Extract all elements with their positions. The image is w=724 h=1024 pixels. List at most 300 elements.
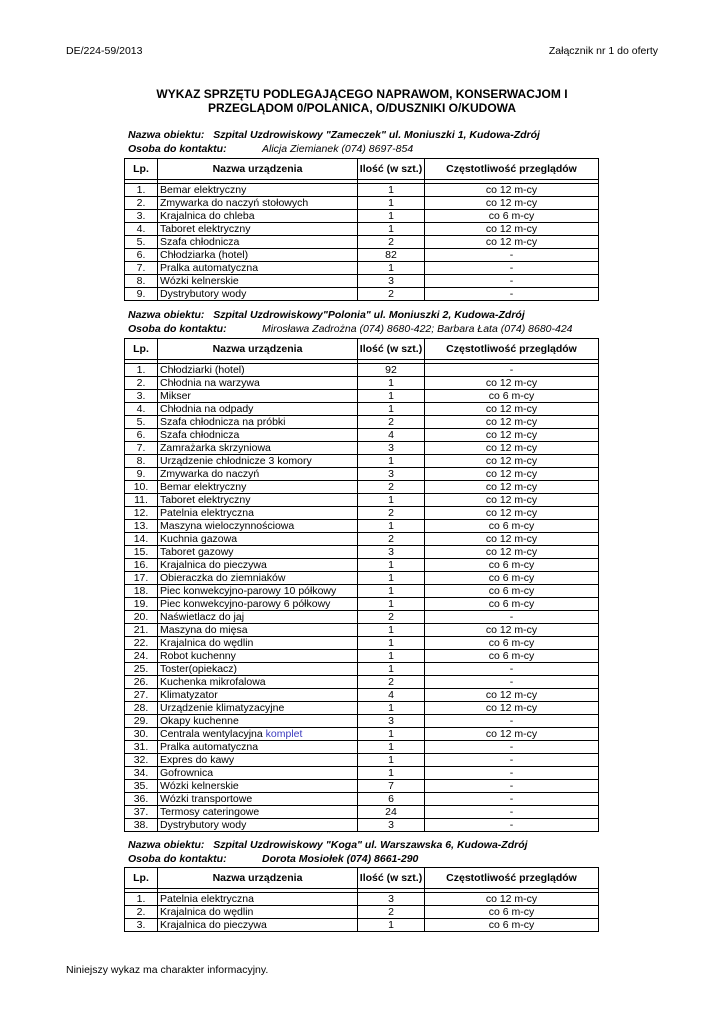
row-freq: co 12 m-cy bbox=[425, 455, 599, 468]
row-qty: 3 bbox=[358, 468, 425, 481]
table-row bbox=[125, 893, 599, 906]
table-row bbox=[125, 663, 599, 676]
row-freq: co 12 m-cy bbox=[425, 893, 599, 906]
row-freq: co 12 m-cy bbox=[425, 494, 599, 507]
table-row bbox=[125, 288, 599, 301]
col-name: Nazwa urządzenia bbox=[158, 868, 358, 889]
row-name bbox=[158, 806, 358, 819]
row-freq: - bbox=[425, 741, 599, 754]
row-qty: 1 bbox=[358, 223, 425, 236]
row-freq: co 6 m-cy bbox=[425, 559, 599, 572]
row-freq: co 12 m-cy bbox=[425, 429, 599, 442]
row-lp: 3. bbox=[125, 919, 158, 932]
row-freq: co 6 m-cy bbox=[425, 572, 599, 585]
row-lp: 38. bbox=[125, 819, 158, 832]
device-name: Szafa chłodnicza na próbki bbox=[160, 416, 286, 428]
row-freq: co 6 m-cy bbox=[425, 598, 599, 611]
row-freq: co 12 m-cy bbox=[425, 442, 599, 455]
table-row bbox=[125, 364, 599, 377]
row-freq: - bbox=[425, 262, 599, 275]
row-freq: co 12 m-cy bbox=[425, 197, 599, 210]
row-lp: 3. bbox=[125, 390, 158, 403]
row-freq: co 6 m-cy bbox=[425, 585, 599, 598]
row-lp: 1. bbox=[125, 893, 158, 906]
device-name: Krajalnica do wędlin bbox=[160, 637, 254, 649]
device-name: Obieraczka do ziemniaków bbox=[160, 572, 286, 584]
row-qty: 7 bbox=[358, 780, 425, 793]
row-name bbox=[158, 637, 358, 650]
row-name bbox=[158, 893, 358, 906]
row-qty: 1 bbox=[358, 624, 425, 637]
row-qty: 1 bbox=[358, 637, 425, 650]
row-qty: 1 bbox=[358, 390, 425, 403]
row-qty: 4 bbox=[358, 689, 425, 702]
row-lp: 3. bbox=[125, 210, 158, 223]
row-name bbox=[158, 728, 358, 741]
device-name: Zamrażarka skrzyniowa bbox=[160, 442, 271, 454]
table-row bbox=[125, 275, 599, 288]
row-lp: 15. bbox=[125, 546, 158, 559]
row-freq: co 12 m-cy bbox=[425, 184, 599, 197]
attachment-label: Załącznik nr 1 do oferty bbox=[548, 45, 658, 57]
row-name bbox=[158, 288, 358, 301]
table-row bbox=[125, 520, 599, 533]
table-row bbox=[125, 715, 599, 728]
table-row bbox=[125, 611, 599, 624]
row-name bbox=[158, 481, 358, 494]
row-lp: 13. bbox=[125, 520, 158, 533]
row-qty: 1 bbox=[358, 663, 425, 676]
device-name: Robot kuchenny bbox=[160, 650, 236, 662]
table-header bbox=[125, 339, 599, 360]
table-row bbox=[125, 184, 599, 197]
row-lp: 9. bbox=[125, 288, 158, 301]
row-name bbox=[158, 611, 358, 624]
object-name: Szpital Uzdrowiskowy "Zameczek" ul. Moniuszki 1, Kudowa-Zdrój bbox=[213, 129, 540, 141]
row-freq: - bbox=[425, 754, 599, 767]
row-qty: 3 bbox=[358, 275, 425, 288]
row-name bbox=[158, 741, 358, 754]
row-name bbox=[158, 520, 358, 533]
row-qty: 1 bbox=[358, 197, 425, 210]
row-name bbox=[158, 572, 358, 585]
row-qty: 92 bbox=[358, 364, 425, 377]
row-qty: 1 bbox=[358, 598, 425, 611]
device-name: Pralka automatyczna bbox=[160, 262, 259, 274]
device-name: Maszyna do mięsa bbox=[160, 624, 248, 636]
device-name: Urządzenie klimatyzacyjne bbox=[160, 702, 285, 714]
row-lp: 5. bbox=[125, 416, 158, 429]
row-name bbox=[158, 533, 358, 546]
row-lp: 19. bbox=[125, 598, 158, 611]
row-qty: 2 bbox=[358, 288, 425, 301]
col-lp: Lp. bbox=[125, 868, 158, 889]
device-name: Taboret gazowy bbox=[160, 546, 234, 558]
row-freq: - bbox=[425, 663, 599, 676]
row-name bbox=[158, 689, 358, 702]
row-qty: 2 bbox=[358, 611, 425, 624]
row-name bbox=[158, 663, 358, 676]
row-name bbox=[158, 416, 358, 429]
row-lp: 10. bbox=[125, 481, 158, 494]
row-name bbox=[158, 650, 358, 663]
row-name bbox=[158, 236, 358, 249]
table-row bbox=[125, 754, 599, 767]
row-freq: - bbox=[425, 364, 599, 377]
row-freq: co 12 m-cy bbox=[425, 728, 599, 741]
table-row bbox=[125, 507, 599, 520]
device-name: Wózki kelnerskie bbox=[160, 780, 239, 792]
device-name: Maszyna wieloczynnościowa bbox=[160, 520, 295, 532]
device-name: Centrala wentylacyjna bbox=[160, 728, 263, 740]
table-row bbox=[125, 906, 599, 919]
row-lp: 37. bbox=[125, 806, 158, 819]
row-freq: co 6 m-cy bbox=[425, 210, 599, 223]
device-name: Taboret elektryczny bbox=[160, 223, 251, 235]
row-lp: 36. bbox=[125, 793, 158, 806]
row-qty: 2 bbox=[358, 481, 425, 494]
row-freq: co 6 m-cy bbox=[425, 906, 599, 919]
device-name: Mikser bbox=[160, 390, 191, 402]
document-reference: DE/224-59/2013 bbox=[66, 45, 143, 57]
col-qty: Ilość (w szt.) bbox=[358, 868, 425, 889]
section-2-object bbox=[128, 309, 525, 321]
row-lp: 6. bbox=[125, 429, 158, 442]
row-lp: 7. bbox=[125, 262, 158, 275]
row-name bbox=[158, 624, 358, 637]
row-freq: - bbox=[425, 275, 599, 288]
row-qty: 1 bbox=[358, 572, 425, 585]
object-name: Szpital Uzdrowiskowy"Polonia" ul. Moniuszki 2, Kudowa-Zdrój bbox=[213, 309, 525, 321]
row-name bbox=[158, 249, 358, 262]
row-name bbox=[158, 819, 358, 832]
row-lp: 4. bbox=[125, 223, 158, 236]
table-row bbox=[125, 741, 599, 754]
row-lp: 24. bbox=[125, 650, 158, 663]
row-qty: 3 bbox=[358, 819, 425, 832]
row-name bbox=[158, 442, 358, 455]
device-name: Okapy kuchenne bbox=[160, 715, 239, 727]
table-row bbox=[125, 650, 599, 663]
row-lp: 1. bbox=[125, 184, 158, 197]
section-1-object bbox=[128, 129, 540, 141]
row-freq: - bbox=[425, 806, 599, 819]
contact-person: Dorota Mosiołek (074) 8661-290 bbox=[262, 853, 419, 865]
row-lp: 17. bbox=[125, 572, 158, 585]
row-qty: 1 bbox=[358, 650, 425, 663]
table-row bbox=[125, 442, 599, 455]
row-lp: 2. bbox=[125, 197, 158, 210]
section-1-contact bbox=[128, 143, 414, 155]
table-row bbox=[125, 919, 599, 932]
device-name: Bemar elektryczny bbox=[160, 184, 247, 196]
device-name: Dystrybutory wody bbox=[160, 819, 247, 831]
row-freq: co 6 m-cy bbox=[425, 637, 599, 650]
device-name: Patelnia elektryczna bbox=[160, 507, 254, 519]
row-freq: co 6 m-cy bbox=[425, 919, 599, 932]
row-lp: 14. bbox=[125, 533, 158, 546]
table-row bbox=[125, 702, 599, 715]
row-freq: - bbox=[425, 793, 599, 806]
row-lp: 30. bbox=[125, 728, 158, 741]
row-freq: - bbox=[425, 819, 599, 832]
row-qty: 3 bbox=[358, 546, 425, 559]
row-name bbox=[158, 210, 358, 223]
row-name bbox=[158, 546, 358, 559]
row-freq: co 6 m-cy bbox=[425, 650, 599, 663]
device-name: Chłodziarki (hotel) bbox=[160, 364, 245, 376]
row-name bbox=[158, 390, 358, 403]
row-lp: 1. bbox=[125, 364, 158, 377]
col-qty: Ilość (w szt.) bbox=[358, 339, 425, 360]
contact-label: Osoba do kontaktu: bbox=[128, 853, 227, 865]
row-freq: co 12 m-cy bbox=[425, 377, 599, 390]
device-name: Chłodnia na odpady bbox=[160, 403, 254, 415]
row-lp: 16. bbox=[125, 559, 158, 572]
row-qty: 1 bbox=[358, 494, 425, 507]
row-qty: 1 bbox=[358, 184, 425, 197]
row-name bbox=[158, 906, 358, 919]
row-qty: 3 bbox=[358, 442, 425, 455]
device-name: Dystrybutory wody bbox=[160, 288, 247, 300]
equipment-table-3 bbox=[124, 867, 599, 932]
row-qty: 2 bbox=[358, 236, 425, 249]
table-row bbox=[125, 481, 599, 494]
row-freq: co 12 m-cy bbox=[425, 624, 599, 637]
device-name: Krajalnica do pieczywa bbox=[160, 919, 267, 931]
contact-label: Osoba do kontaktu: bbox=[128, 323, 227, 335]
row-freq: - bbox=[425, 767, 599, 780]
device-name: Bemar elektryczny bbox=[160, 481, 247, 493]
row-freq: co 12 m-cy bbox=[425, 403, 599, 416]
row-qty: 82 bbox=[358, 249, 425, 262]
device-name: Krajalnica do pieczywa bbox=[160, 559, 267, 571]
row-qty: 1 bbox=[358, 210, 425, 223]
row-qty: 1 bbox=[358, 702, 425, 715]
table-row bbox=[125, 806, 599, 819]
device-name: Chłodnia na warzywa bbox=[160, 377, 260, 389]
device-name: Patelnia elektryczna bbox=[160, 893, 254, 905]
row-lp: 8. bbox=[125, 455, 158, 468]
row-qty: 2 bbox=[358, 416, 425, 429]
table-row bbox=[125, 210, 599, 223]
row-lp: 35. bbox=[125, 780, 158, 793]
row-lp: 32. bbox=[125, 754, 158, 767]
row-qty: 1 bbox=[358, 377, 425, 390]
table-row bbox=[125, 689, 599, 702]
section-3-object bbox=[128, 839, 528, 851]
contact-label: Osoba do kontaktu: bbox=[128, 143, 227, 155]
col-name: Nazwa urządzenia bbox=[158, 159, 358, 180]
row-freq: co 6 m-cy bbox=[425, 390, 599, 403]
footer-note: Niniejszy wykaz ma charakter informacyjny. bbox=[66, 964, 269, 976]
row-qty: 1 bbox=[358, 754, 425, 767]
device-name: Urządzenie chłodnicze 3 komory bbox=[160, 455, 312, 467]
device-name: Kuchnia gazowa bbox=[160, 533, 238, 545]
row-name bbox=[158, 364, 358, 377]
row-name bbox=[158, 455, 358, 468]
row-qty: 1 bbox=[358, 585, 425, 598]
row-qty: 1 bbox=[358, 520, 425, 533]
page-title bbox=[0, 87, 724, 115]
row-qty: 2 bbox=[358, 676, 425, 689]
table-row bbox=[125, 819, 599, 832]
row-qty: 1 bbox=[358, 262, 425, 275]
row-lp: 34. bbox=[125, 767, 158, 780]
row-name bbox=[158, 262, 358, 275]
table-row bbox=[125, 416, 599, 429]
row-name bbox=[158, 585, 358, 598]
row-qty: 1 bbox=[358, 919, 425, 932]
table-row bbox=[125, 236, 599, 249]
row-lp: 8. bbox=[125, 275, 158, 288]
col-freq: Częstotliwość przeglądów bbox=[425, 868, 599, 889]
row-qty: 6 bbox=[358, 793, 425, 806]
table-row bbox=[125, 249, 599, 262]
row-lp: 28. bbox=[125, 702, 158, 715]
device-name: Naświetlacz do jaj bbox=[160, 611, 245, 623]
row-qty: 4 bbox=[358, 429, 425, 442]
row-freq: co 12 m-cy bbox=[425, 546, 599, 559]
row-lp: 21. bbox=[125, 624, 158, 637]
table-row bbox=[125, 403, 599, 416]
row-freq: co 12 m-cy bbox=[425, 702, 599, 715]
table-row bbox=[125, 197, 599, 210]
row-lp: 6. bbox=[125, 249, 158, 262]
row-freq: - bbox=[425, 715, 599, 728]
row-lp: 31. bbox=[125, 741, 158, 754]
device-name: Pralka automatyczna bbox=[160, 741, 259, 753]
table-header bbox=[125, 159, 599, 180]
row-name bbox=[158, 377, 358, 390]
row-qty: 2 bbox=[358, 906, 425, 919]
table-row bbox=[125, 455, 599, 468]
row-qty: 1 bbox=[358, 559, 425, 572]
device-name: Gofrownica bbox=[160, 767, 214, 779]
row-lp: 2. bbox=[125, 377, 158, 390]
row-freq: - bbox=[425, 676, 599, 689]
row-qty: 3 bbox=[358, 715, 425, 728]
row-name bbox=[158, 715, 358, 728]
device-name: Chłodziarka (hotel) bbox=[160, 249, 249, 261]
row-name bbox=[158, 559, 358, 572]
device-name: Zmywarka do naczyń stołowych bbox=[160, 197, 309, 209]
table-row bbox=[125, 533, 599, 546]
col-name: Nazwa urządzenia bbox=[158, 339, 358, 360]
object-label: Nazwa obiektu: bbox=[128, 129, 205, 141]
row-lp: 18. bbox=[125, 585, 158, 598]
table-row bbox=[125, 494, 599, 507]
table-row bbox=[125, 429, 599, 442]
row-lp: 22. bbox=[125, 637, 158, 650]
device-name: Szafa chłodnicza bbox=[160, 236, 240, 248]
row-lp: 26. bbox=[125, 676, 158, 689]
table-row bbox=[125, 262, 599, 275]
row-name bbox=[158, 494, 358, 507]
device-name: Zmywarka do naczyń bbox=[160, 468, 260, 480]
row-freq: co 12 m-cy bbox=[425, 223, 599, 236]
object-name: Szpital Uzdrowiskowy "Koga" ul. Warszawska 6, Kudowa-Zdrój bbox=[213, 839, 528, 851]
table-row bbox=[125, 728, 599, 741]
row-freq: co 12 m-cy bbox=[425, 468, 599, 481]
row-name bbox=[158, 403, 358, 416]
row-freq: co 12 m-cy bbox=[425, 689, 599, 702]
row-name bbox=[158, 275, 358, 288]
row-qty: 1 bbox=[358, 767, 425, 780]
row-name bbox=[158, 919, 358, 932]
col-lp: Lp. bbox=[125, 159, 158, 180]
table-row bbox=[125, 377, 599, 390]
row-lp: 7. bbox=[125, 442, 158, 455]
row-name bbox=[158, 197, 358, 210]
row-freq: co 6 m-cy bbox=[425, 520, 599, 533]
table-row bbox=[125, 676, 599, 689]
equipment-table-2 bbox=[124, 338, 599, 832]
table-row bbox=[125, 546, 599, 559]
table-row bbox=[125, 637, 599, 650]
table-row bbox=[125, 793, 599, 806]
row-name bbox=[158, 507, 358, 520]
table-row bbox=[125, 624, 599, 637]
row-freq: co 12 m-cy bbox=[425, 481, 599, 494]
row-freq: co 12 m-cy bbox=[425, 416, 599, 429]
device-name: Piec konwekcyjno-parowy 6 półkowy bbox=[160, 598, 331, 610]
col-freq: Częstotliwość przeglądów bbox=[425, 339, 599, 360]
row-lp: 27. bbox=[125, 689, 158, 702]
row-qty: 2 bbox=[358, 507, 425, 520]
title-line-2: PRZEGLĄDOM 0/POLANICA, O/DUSZNIKI O/KUDOWA bbox=[207, 101, 516, 115]
row-freq: - bbox=[425, 611, 599, 624]
device-name: Toster(opiekacz) bbox=[160, 663, 238, 675]
row-name bbox=[158, 780, 358, 793]
device-name: Krajalnica do chleba bbox=[160, 210, 255, 222]
table-row bbox=[125, 468, 599, 481]
table-row bbox=[125, 559, 599, 572]
table-row bbox=[125, 767, 599, 780]
device-name: Wózki transportowe bbox=[160, 793, 253, 805]
row-name bbox=[158, 754, 358, 767]
device-name: Piec konwekcyjno-parowy 10 półkowy bbox=[160, 585, 337, 597]
contact-person: Alicja Ziemianek (074) 8697-854 bbox=[262, 143, 414, 155]
device-name: Termosy cateringowe bbox=[160, 806, 260, 818]
section-3-contact bbox=[128, 853, 419, 865]
equipment-table-1 bbox=[124, 158, 599, 301]
row-freq: co 12 m-cy bbox=[425, 533, 599, 546]
row-lp: 29. bbox=[125, 715, 158, 728]
row-lp: 20. bbox=[125, 611, 158, 624]
device-name: Taboret elektryczny bbox=[160, 494, 251, 506]
row-name bbox=[158, 793, 358, 806]
row-freq: co 12 m-cy bbox=[425, 236, 599, 249]
row-lp: 2. bbox=[125, 906, 158, 919]
row-qty: 1 bbox=[358, 741, 425, 754]
row-name bbox=[158, 223, 358, 236]
row-lp: 12. bbox=[125, 507, 158, 520]
device-name: Klimatyzator bbox=[160, 689, 218, 701]
row-qty: 1 bbox=[358, 455, 425, 468]
row-qty: 24 bbox=[358, 806, 425, 819]
row-lp: 9. bbox=[125, 468, 158, 481]
contact-person: Mirosława Zadrożna (074) 8680-422; Barbara Łata (074) 8680-424 bbox=[262, 323, 573, 335]
section-2-contact bbox=[128, 323, 573, 335]
row-name bbox=[158, 702, 358, 715]
row-name bbox=[158, 676, 358, 689]
device-name: Expres do kawy bbox=[160, 754, 235, 766]
table-row bbox=[125, 780, 599, 793]
row-name bbox=[158, 429, 358, 442]
row-name bbox=[158, 598, 358, 611]
row-name bbox=[158, 468, 358, 481]
